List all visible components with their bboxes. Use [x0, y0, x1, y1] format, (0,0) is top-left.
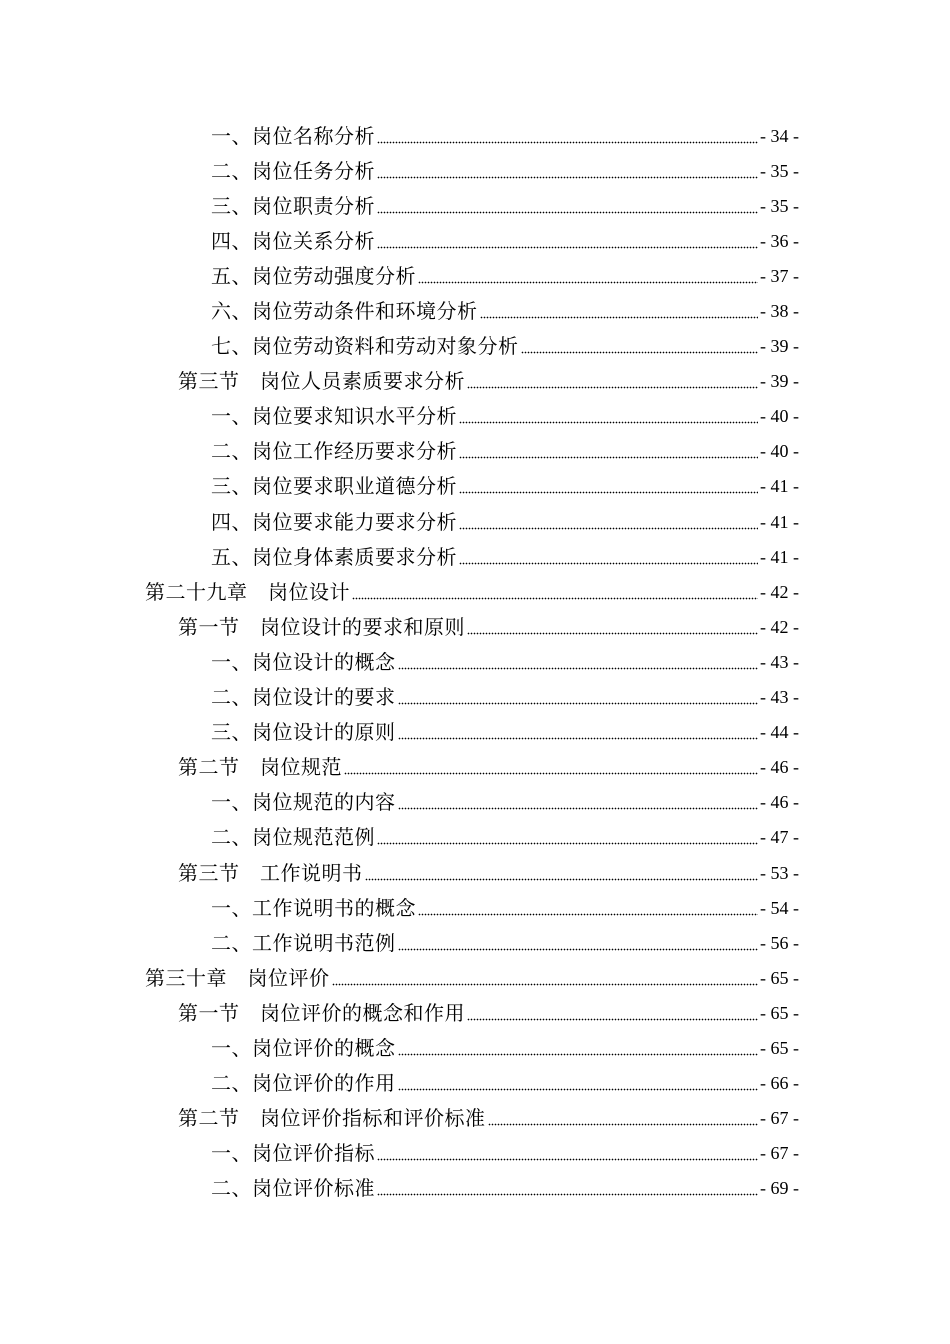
- toc-entry-page-number: - 67 -: [760, 1108, 799, 1129]
- toc-entry-title: 二、岗位任务分析: [211, 158, 375, 183]
- toc-dot-leader: [467, 369, 758, 393]
- toc-entry-title: 四、岗位关系分析: [211, 228, 375, 253]
- toc-entry-page-number: - 53 -: [760, 862, 799, 883]
- toc-entry-page-number: - 65 -: [760, 967, 799, 988]
- toc-dot-leader: [344, 755, 758, 779]
- toc-entry-page-number: - 43 -: [760, 687, 799, 708]
- toc-subsection-entry[interactable]: [0, 1066, 950, 1101]
- toc-entry-title: 七、岗位劳动资料和劳动对象分析: [211, 334, 519, 359]
- toc-entry-title: 第二节 岗位评价指标和评价标准: [178, 1106, 486, 1131]
- toc-subsection-entry[interactable]: [0, 153, 950, 188]
- toc-dot-leader: [398, 1036, 759, 1060]
- toc-entry-title: 三、岗位要求职业道德分析: [211, 474, 457, 499]
- toc-dot-leader: [459, 474, 758, 498]
- toc-entry-title: 第三十章 岗位评价: [145, 965, 330, 990]
- toc-entry-title: 第三节 工作说明书: [178, 860, 363, 885]
- toc-section-entry[interactable]: [0, 855, 950, 890]
- toc-subsection-entry[interactable]: [0, 434, 950, 469]
- toc-dot-leader: [459, 404, 758, 428]
- toc-dot-leader: [521, 334, 759, 358]
- toc-entry-page-number: - 47 -: [760, 827, 799, 848]
- toc-entry-title: 一、岗位规范的内容: [211, 790, 396, 815]
- toc-subsection-entry[interactable]: [0, 223, 950, 258]
- toc-dot-leader: [377, 159, 758, 183]
- toc-subsection-entry[interactable]: [0, 329, 950, 364]
- toc-entry-page-number: - 54 -: [760, 897, 799, 918]
- toc-entry-page-number: - 41 -: [760, 546, 799, 567]
- toc-subsection-entry[interactable]: [0, 1171, 950, 1206]
- toc-entry-page-number: - 46 -: [760, 792, 799, 813]
- toc-subsection-entry[interactable]: [0, 188, 950, 223]
- toc-entry-page-number: - 41 -: [760, 476, 799, 497]
- toc-dot-leader: [459, 510, 758, 534]
- toc-entry-title: 第一节 岗位设计的要求和原则: [178, 614, 465, 639]
- toc-entry-page-number: - 43 -: [760, 651, 799, 672]
- toc-dot-leader: [377, 1141, 758, 1165]
- toc-entry-title: 第一节 岗位评价的概念和作用: [178, 1000, 465, 1025]
- toc-dot-leader: [398, 931, 759, 955]
- toc-entry-page-number: - 35 -: [760, 160, 799, 181]
- toc-entry-page-number: - 39 -: [760, 371, 799, 392]
- toc-entry-title: 五、岗位劳动强度分析: [211, 263, 416, 288]
- toc-dot-leader: [418, 264, 758, 288]
- toc-entry-title: 二、工作说明书范例: [211, 930, 396, 955]
- toc-dot-leader: [398, 720, 759, 744]
- toc-entry-title: 一、工作说明书的概念: [211, 895, 416, 920]
- toc-entry-title: 三、岗位设计的原则: [211, 720, 396, 745]
- toc-dot-leader: [459, 545, 758, 569]
- toc-dot-leader: [398, 685, 759, 709]
- toc-dot-leader: [398, 790, 759, 814]
- toc-dot-leader: [467, 615, 758, 639]
- toc-entry-page-number: - 34 -: [760, 125, 799, 146]
- toc-entry-page-number: - 37 -: [760, 265, 799, 286]
- toc-subsection-entry[interactable]: [0, 1136, 950, 1171]
- toc-entry-page-number: - 35 -: [760, 195, 799, 216]
- toc-subsection-entry[interactable]: [0, 469, 950, 504]
- toc-subsection-entry[interactable]: [0, 820, 950, 855]
- toc-entry-page-number: - 42 -: [760, 616, 799, 637]
- toc-dot-leader: [418, 896, 758, 920]
- toc-dot-leader: [352, 580, 758, 604]
- toc-chapter-entry[interactable]: [0, 960, 950, 995]
- toc-entry-page-number: - 36 -: [760, 230, 799, 251]
- toc-dot-leader: [398, 1071, 759, 1095]
- toc-entry-title: 五、岗位身体素质要求分析: [211, 544, 457, 569]
- toc-section-entry[interactable]: [0, 750, 950, 785]
- toc-subsection-entry[interactable]: [0, 715, 950, 750]
- toc-entry-title: 一、岗位评价指标: [211, 1141, 375, 1166]
- toc-entry-page-number: - 69 -: [760, 1178, 799, 1199]
- toc-subsection-entry[interactable]: [0, 258, 950, 293]
- toc-dot-leader: [377, 124, 758, 148]
- toc-entry-title: 四、岗位要求能力要求分析: [211, 509, 457, 534]
- toc-entry-title: 六、岗位劳动条件和环境分析: [211, 299, 478, 324]
- toc-subsection-entry[interactable]: [0, 118, 950, 153]
- toc-subsection-entry[interactable]: [0, 293, 950, 328]
- toc-entry-title: 第二十九章 岗位设计: [145, 579, 350, 604]
- toc-subsection-entry[interactable]: [0, 539, 950, 574]
- toc-entry-page-number: - 41 -: [760, 511, 799, 532]
- toc-entry-title: 二、岗位设计的要求: [211, 685, 396, 710]
- toc-dot-leader: [488, 1106, 759, 1130]
- toc-entry-page-number: - 38 -: [760, 301, 799, 322]
- toc-dot-leader: [480, 299, 759, 323]
- toc-subsection-entry[interactable]: [0, 925, 950, 960]
- toc-dot-leader: [459, 439, 758, 463]
- toc-subsection-entry[interactable]: [0, 1030, 950, 1065]
- toc-chapter-entry[interactable]: [0, 574, 950, 609]
- toc-subsection-entry[interactable]: [0, 504, 950, 539]
- toc-entry-page-number: - 40 -: [760, 406, 799, 427]
- toc-dot-leader: [332, 966, 759, 990]
- toc-entry-page-number: - 44 -: [760, 722, 799, 743]
- toc-dot-leader: [467, 1001, 758, 1025]
- toc-entry-page-number: - 40 -: [760, 441, 799, 462]
- toc-subsection-entry[interactable]: [0, 399, 950, 434]
- toc-entry-title: 二、岗位评价标准: [211, 1176, 375, 1201]
- toc-entry-title: 三、岗位职责分析: [211, 193, 375, 218]
- toc-subsection-entry[interactable]: [0, 680, 950, 715]
- toc-entry-title: 第二节 岗位规范: [178, 755, 342, 780]
- toc-entry-page-number: - 67 -: [760, 1143, 799, 1164]
- toc-dot-leader: [377, 229, 758, 253]
- toc-entry-title: 第三节 岗位人员素质要求分析: [178, 369, 465, 394]
- toc-entry-page-number: - 46 -: [760, 757, 799, 778]
- toc-entry-title: 二、岗位规范范例: [211, 825, 375, 850]
- toc-entry-title: 一、岗位设计的概念: [211, 649, 396, 674]
- toc-entry-title: 二、岗位工作经历要求分析: [211, 439, 457, 464]
- toc-entry-title: 一、岗位评价的概念: [211, 1035, 396, 1060]
- toc-dot-leader: [377, 825, 758, 849]
- toc-section-entry[interactable]: [0, 1101, 950, 1136]
- toc-entry-title: 二、岗位评价的作用: [211, 1071, 396, 1096]
- toc-entry-page-number: - 65 -: [760, 1037, 799, 1058]
- toc-entry-page-number: - 39 -: [760, 336, 799, 357]
- toc-dot-leader: [398, 650, 759, 674]
- toc-section-entry[interactable]: [0, 609, 950, 644]
- toc-subsection-entry[interactable]: [0, 785, 950, 820]
- toc-entry-page-number: - 66 -: [760, 1073, 799, 1094]
- toc-entry-title: 一、岗位要求知识水平分析: [211, 404, 457, 429]
- toc-subsection-entry[interactable]: [0, 644, 950, 679]
- toc-entry-page-number: - 42 -: [760, 581, 799, 602]
- toc-dot-leader: [377, 194, 758, 218]
- toc-dot-leader: [377, 1176, 758, 1200]
- table-of-contents: [0, 118, 950, 1206]
- toc-entry-title: 一、岗位名称分析: [211, 123, 375, 148]
- toc-entry-page-number: - 65 -: [760, 1002, 799, 1023]
- toc-dot-leader: [365, 861, 759, 885]
- toc-section-entry[interactable]: [0, 995, 950, 1030]
- toc-subsection-entry[interactable]: [0, 890, 950, 925]
- toc-entry-page-number: - 56 -: [760, 932, 799, 953]
- toc-section-entry[interactable]: [0, 364, 950, 399]
